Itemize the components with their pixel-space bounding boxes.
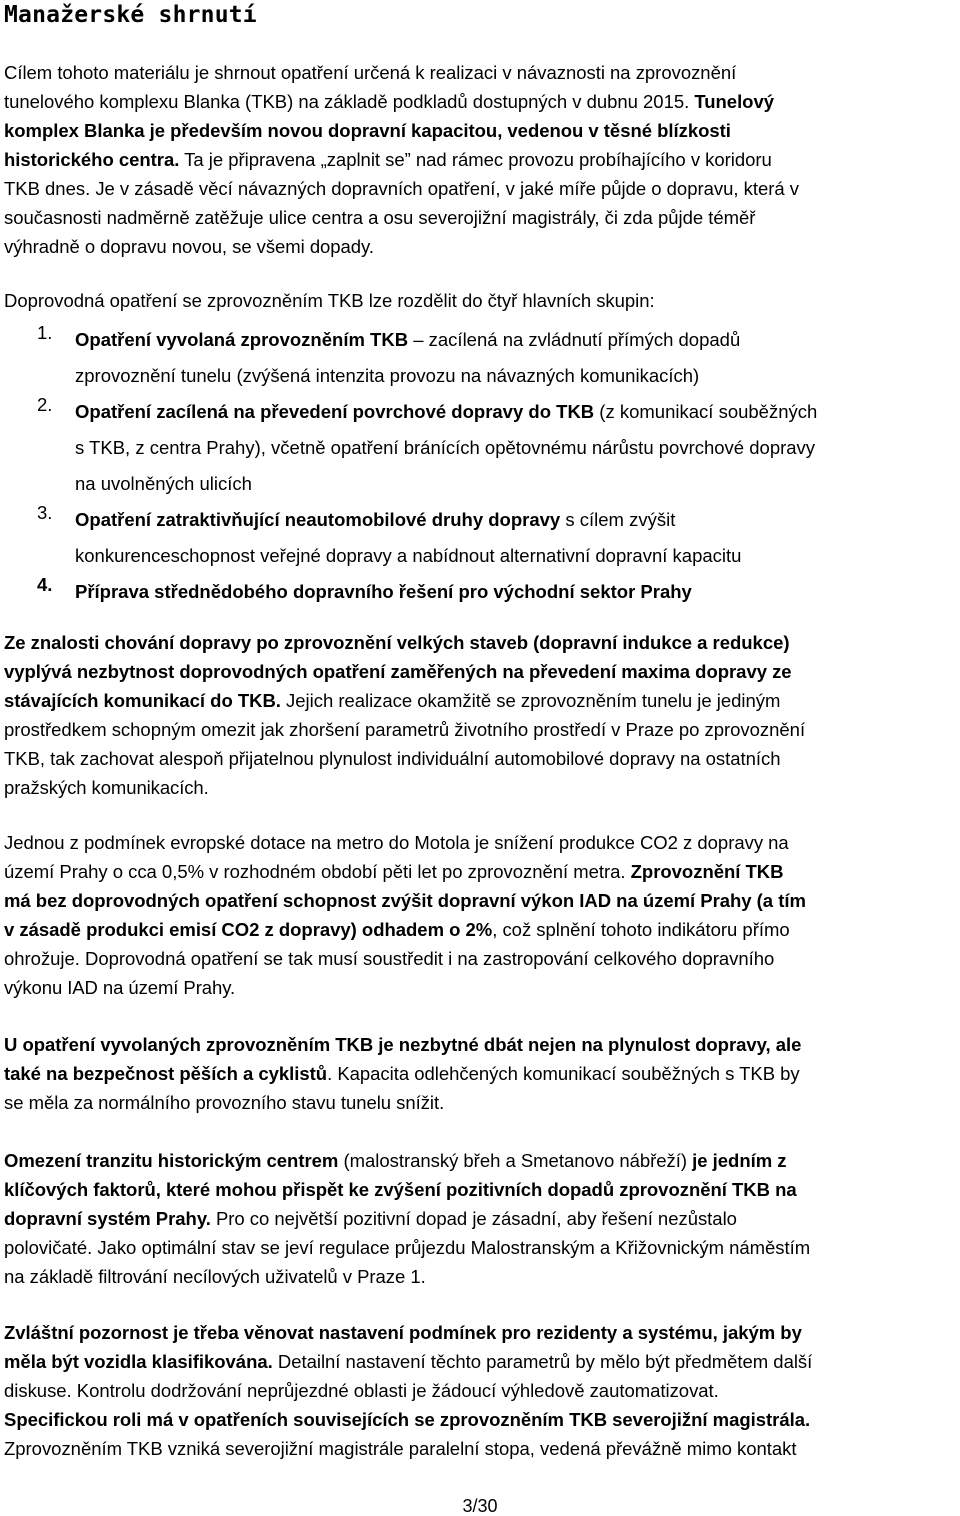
text-run: tunelového komplexu Blanka (TKB) na základě podkladů dostupných v dubnu 2015. — [4, 91, 695, 112]
bold-run: je jedním z — [692, 1150, 787, 1171]
text-run: zprovoznění tunelu (zvýšená intenzita provozu na návazných komunikacích) — [75, 365, 700, 386]
bold-run: dopravní systém Prahy. — [4, 1208, 211, 1229]
text-run: s cílem zvýšit — [560, 509, 676, 530]
bold-run: Tunelový — [694, 91, 774, 112]
text-run: ohrožuje. Doprovodná opatření se tak musí soustředit i na zastropování celkového dopravního — [4, 948, 775, 969]
text-run: prostředkem schopným omezit jak zhoršení parametrů životního prostředí v Praze po zprovoznění — [4, 719, 806, 740]
list-item — [4, 322, 817, 394]
bold-run: Opatření vyvolaná zprovozněním TKB — [75, 329, 409, 350]
text-run: TKB dnes. — [4, 178, 96, 199]
text-run: . Kapacita odlehčených komunikací souběžných s TKB by — [327, 1063, 800, 1084]
bold-run: má bez doprovodných opatření schopnost zvýšit dopravní výkon IAD na území Prahy (a tím — [4, 890, 806, 911]
text-run: Doprovodná opatření se zprovozněním TKB lze rozdělit do čtyř hlavních skupin: — [4, 290, 655, 311]
residents-paragraph — [4, 1318, 958, 1463]
bold-run: stávajících komunikací do TKB. — [4, 690, 281, 711]
text-run: území Prahy o cca 0,5% v rozhodném období pěti let po zprovoznění metra. — [4, 861, 631, 882]
text-run: (malostranský břeh a Smetanovo nábřeží) — [338, 1150, 693, 1171]
transit-paragraph — [4, 1146, 958, 1291]
text-run: současnosti nadměrně zatěžuje ulice centra a osu severojižní magistrály, či zda půjde téměř — [4, 207, 756, 228]
bold-run: U opatření vyvolaných zprovozněním TKB je nezbytné dbát nejen na plynulost dopravy, ale — [4, 1034, 802, 1055]
text-run: Je v zásadě věcí návazných dopravních opatření, v jaké míře půjde o dopravu, která v — [95, 178, 799, 199]
text-run: Pro co největší pozitivní dopad je zásadní, aby řešení nezůstalo — [210, 1208, 737, 1229]
text-run: pražských komunikacích. — [4, 777, 209, 798]
bold-run: Specifickou roli má v opatřeních souvisejících se zprovozněním TKB severojižní magistrála. — [4, 1409, 811, 1430]
text-run: Cílem tohoto materiálu je shrnout opatření určená k realizaci v návaznosti na zprovoznění — [4, 62, 737, 83]
bold-run: vyplývá nezbytnost doprovodných opatření zaměřených na převedení maxima dopravy ze — [4, 661, 792, 682]
intro-paragraph — [4, 58, 958, 261]
text-run: TKB, tak zachovat alespoň přijatelnou plynulost individuální automobilové dopravy na ostatních — [4, 748, 781, 769]
text-run: na uvolněných ulicích — [75, 473, 252, 494]
text-run: Ta je připravena „zaplnit se” nad rámec provozu probíhajícího v koridoru — [179, 149, 772, 170]
text-run: Jejich realizace okamžitě se zprovozněním tunelu je jediným — [280, 690, 781, 711]
groups-intro — [4, 286, 958, 315]
text-run: Jednou z podmínek evropské dotace na metro do Motola je snížení produkce CO2 z dopravy na — [4, 832, 789, 853]
list-number: 1. — [37, 322, 53, 343]
text-run: Zprovozněním TKB vzniká severojižní magistrále paralelní stopa, vedená převážně mimo kontakt — [4, 1438, 797, 1459]
bold-run: Zvláštní pozornost je třeba věnovat nastavení podmínek pro rezidenty a systému, jakým by — [4, 1322, 802, 1343]
text-run: , což splnění tohoto indikátoru přímo — [492, 919, 790, 940]
bold-run: Omezení tranzitu historickým centrem — [4, 1150, 339, 1171]
text-run: na základě filtrování necílových uživatelů v Praze 1. — [4, 1266, 426, 1287]
text-run: (z komunikací souběžných — [594, 401, 818, 422]
bold-run: klíčových faktorů, které mohou přispět ke zvýšení pozitivních dopadů zprovoznění TKB na — [4, 1179, 797, 1200]
list-item — [4, 574, 817, 610]
measures-list — [4, 322, 817, 610]
bold-run: Opatření zacílená na převedení povrchové dopravy do TKB — [75, 401, 595, 422]
page-number: 3/30 — [462, 1496, 498, 1516]
text-run: – zacílená na zvládnutí přímých dopadů — [408, 329, 741, 350]
text-run: se měla za normálního provozního stavu tunelu snížit. — [4, 1092, 445, 1113]
text-run: konkurenceschopnost veřejné dopravy a nabídnout alternativní dopravní kapacitu — [75, 545, 742, 566]
bold-run: Zprovoznění TKB — [630, 861, 784, 882]
bold-run: měla být vozidla klasifikována. — [4, 1351, 273, 1372]
text-run: výkonu IAD na území Prahy. — [4, 977, 236, 998]
bold-run: Ze znalosti chování dopravy po zprovoznění velkých staveb (dopravní indukce a redukce) — [4, 632, 790, 653]
text-run: výhradně o dopravu novou, se všemi dopady. — [4, 236, 374, 257]
bold-run: v zásadě produkci emisí CO2 z dopravy) odhadem o 2% — [4, 919, 493, 940]
list-number: 3. — [37, 502, 53, 523]
text-run: Detailní nastavení těchto parametrů by mělo být předmětem další — [272, 1351, 813, 1372]
bold-run: Příprava střednědobého dopravního řešení pro východní sektor Prahy — [75, 581, 692, 602]
bold-run: historického centra. — [4, 149, 180, 170]
text-run: s TKB, z centra Prahy), včetně opatření bránících opětovnému nárůstu povrchové dopravy — [75, 437, 816, 458]
list-item — [4, 394, 817, 502]
list-number: 4. — [37, 574, 53, 595]
bold-run: také na bezpečnost pěších a cyklistů — [4, 1063, 328, 1084]
text-run: polovičaté. Jako optimální stav se jeví regulace průjezdu Malostranským a Křižovnickým náměstím — [4, 1237, 811, 1258]
bold-run: Opatření zatraktivňující neautomobilové druhy dopravy — [75, 509, 561, 530]
safety-paragraph — [4, 1030, 958, 1117]
list-item — [4, 502, 817, 574]
section-heading: Manažerské shrnutí — [4, 2, 257, 28]
metro-paragraph — [4, 828, 958, 1002]
bold-run: komplex Blanka je především novou dopravní kapacitou, vedenou v těsné blízkosti — [4, 120, 731, 141]
list-number: 2. — [37, 394, 53, 415]
knowledge-paragraph — [4, 628, 958, 802]
text-run: diskuse. Kontrolu dodržování neprůjezdné oblasti je žádoucí výhledově zautomatizovat. — [4, 1380, 719, 1401]
